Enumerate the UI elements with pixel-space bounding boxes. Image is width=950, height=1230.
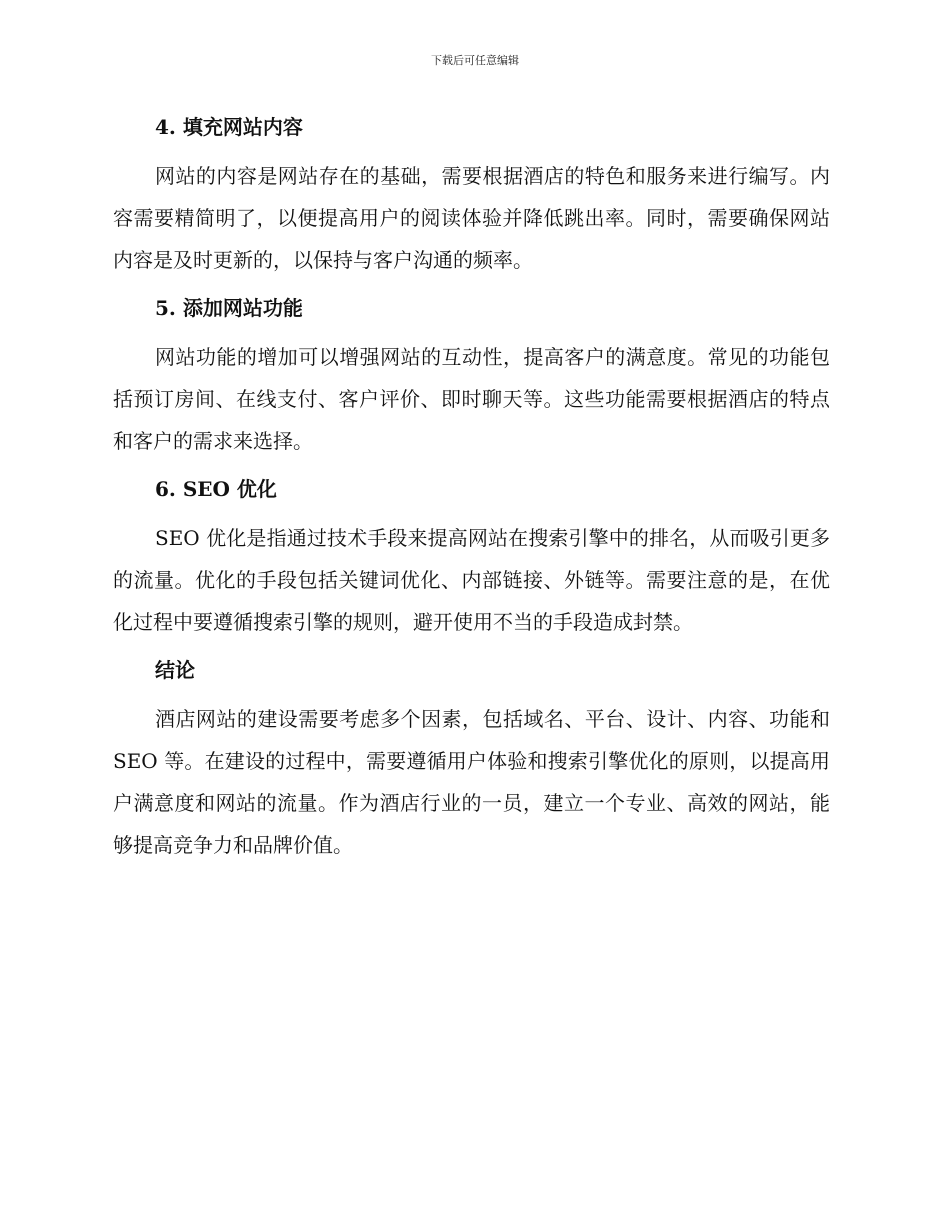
section-paragraph: 网站的内容是网站存在的基础，需要根据酒店的特色和服务来进行编写。内容需要精简明了，以便提高用户的阅读体验并降低跳出率。同时，需要确保网站内容是及时更新的，以保持与客户沟通的频率。	[113, 164, 830, 272]
section-heading: 5. 添加网站功能	[155, 296, 303, 320]
section-paragraph: 网站功能的增加可以增强网站的互动性，提高客户的满意度。常见的功能包括预订房间、在线支付、客户评价、即时聊天等。这些功能需要根据酒店的特点和客户的需求来选择。	[113, 345, 830, 453]
section-fill-website-content	[113, 108, 830, 281]
document-body	[113, 108, 830, 866]
page-header: 下载后可任意编辑	[431, 54, 519, 67]
section-paragraph: SEO 优化是指通过技术手段来提高网站在搜索引擎中的排名，从而吸引更多的流量。优化的手段包括关键词优化、内部链接、外链等。需要注意的是，在优化过程中要遵循搜索引擎的规则，避开使用不当的手段造成封禁。	[113, 526, 830, 634]
section-paragraph: 酒店网站的建设需要考虑多个因素，包括域名、平台、设计、内容、功能和 SEO 等。在建设的过程中，需要遵循用户体验和搜索引擎优化的原则，以提高用户满意度和网站的流量。作为酒店行业的一员，建立一个专业、高效的网站，能够提高竞争力和品牌价值。	[113, 707, 830, 857]
section-add-website-features	[113, 289, 830, 462]
section-seo-optimization	[113, 470, 830, 643]
section-heading: 6. SEO 优化	[155, 477, 277, 501]
section-conclusion	[113, 651, 830, 866]
section-heading: 4. 填充网站内容	[155, 115, 303, 139]
section-heading: 结论	[155, 658, 195, 682]
